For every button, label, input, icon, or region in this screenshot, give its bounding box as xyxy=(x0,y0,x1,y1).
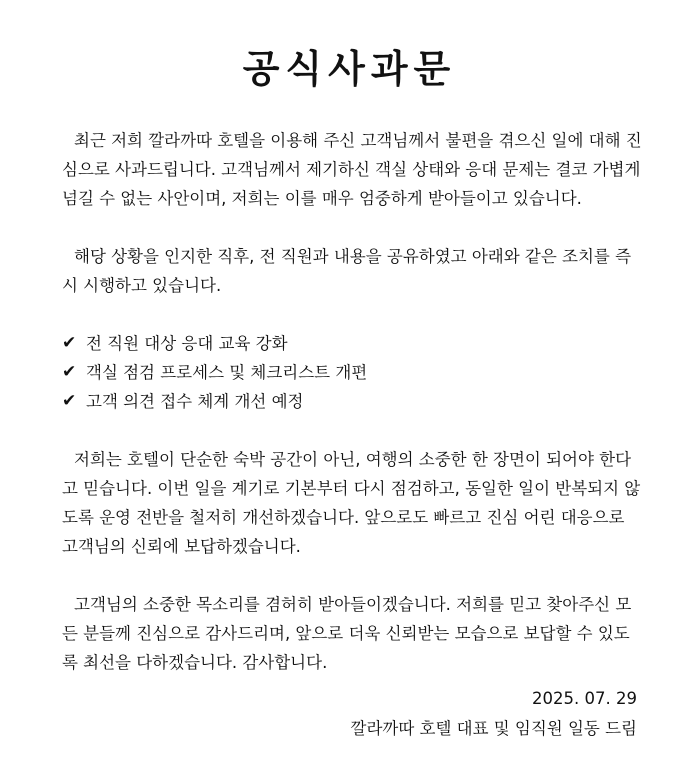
paragraph-intro: 최근 저희 깔라까따 호텔을 이용해 주신 고객님께서 불편을 겪으신 일에 대해 진심으로 사과드립니다. 고객님께서 제기하신 객실 상태와 응대 문제는 결코 가볍게 넘길 수 없는 사안이며, 저희는 이를 매우 엄중하게 받아들이고 있습니다. xyxy=(62,131,642,208)
measure-text: 고객 의견 접수 체계 개선 예정 xyxy=(86,392,304,411)
paragraph-commitment: 저희는 호텔이 단순한 숙박 공간이 아닌, 여행의 소중한 한 장면이 되어야 한다고 믿습니다. 이번 일을 계기로 기본부터 다시 점검하고, 동일한 일이 반복되지 않도록 운영 전반을 철저히 개선하겠습니다. 앞으로도 빠르고 진심 어린 대응으로 고객님의 신뢰에 보답하겠습니다. xyxy=(62,450,641,556)
list-item xyxy=(62,387,642,416)
document-date: 2025. 07. 29 xyxy=(532,689,637,708)
list-item xyxy=(62,329,642,358)
paragraph-gap xyxy=(62,561,642,590)
list-item xyxy=(62,358,642,387)
check-mark-icon: ✔ xyxy=(62,333,77,353)
paragraph-actions: 해당 상황을 인지한 직후, 전 직원과 내용을 공유하였고 아래와 같은 조치를 즉시 시행하고 있습니다. xyxy=(62,247,632,295)
signature-block xyxy=(351,684,638,744)
paragraph-gap xyxy=(62,300,642,329)
measure-text: 객실 점검 프로세스 및 체크리스트 개편 xyxy=(86,363,368,382)
paragraph-gap xyxy=(62,213,642,242)
measure-text: 전 직원 대상 응대 교육 강화 xyxy=(86,334,288,353)
paragraph-thanks: 고객님의 소중한 목소리를 겸허히 받아들이겠습니다. 저희를 믿고 찾아주신 모든 분들께 진심으로 감사드리며, 앞으로 더욱 신뢰받는 모습으로 보답할 수 있도록 최선을 다하겠습니다. 감사합니다. xyxy=(62,595,632,672)
check-mark-icon: ✔ xyxy=(62,391,77,411)
paragraph-gap xyxy=(62,416,642,445)
measures-list xyxy=(62,329,642,416)
check-mark-icon: ✔ xyxy=(62,362,77,382)
signature-line: 깔라까따 호텔 대표 및 임직원 일동 드림 xyxy=(350,719,637,738)
document-body xyxy=(62,126,642,677)
page-title: 공식사과문 xyxy=(242,47,457,91)
